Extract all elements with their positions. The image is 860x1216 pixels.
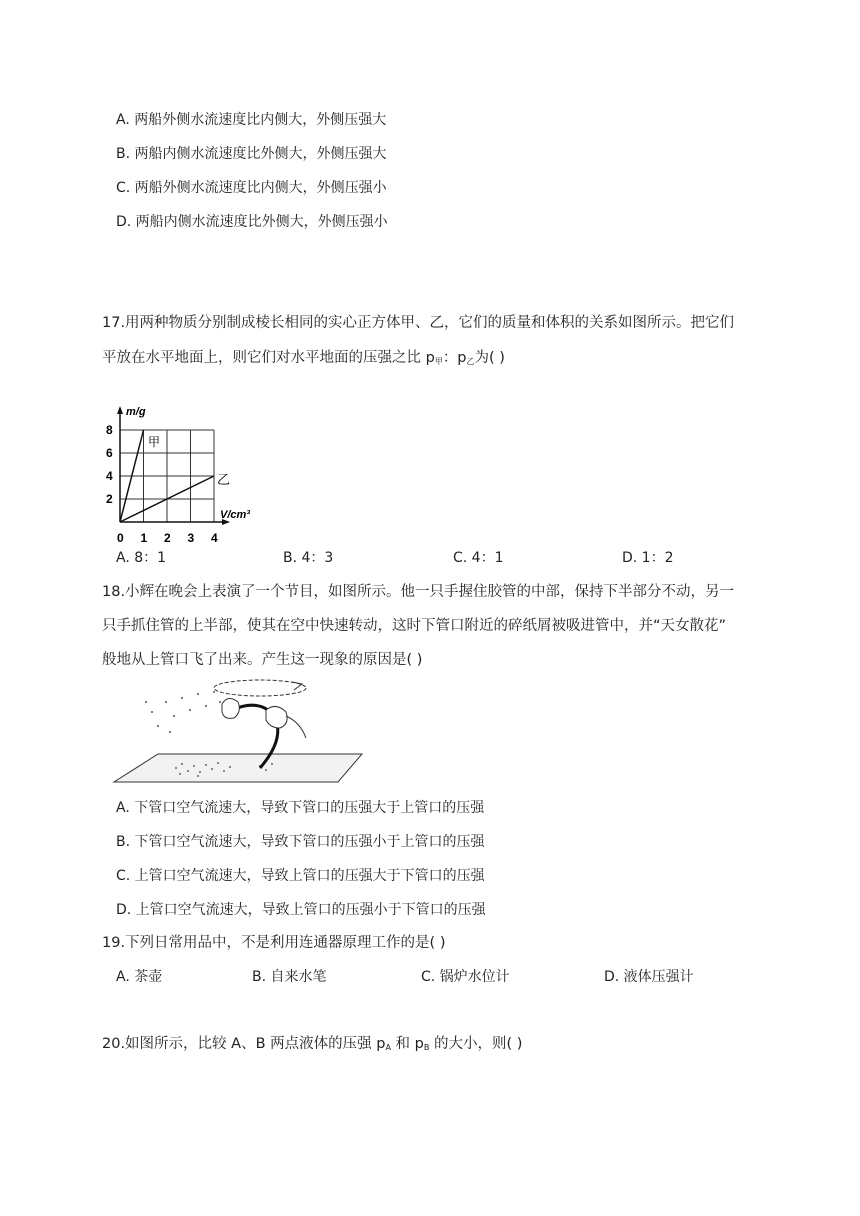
- chart-y-tick-label: 8: [106, 423, 113, 437]
- q19-option-a: A. 茶壶: [116, 969, 163, 985]
- q18-option-b: B. 下管口空气流速大，导致下管口的压强小于上管口的压强: [116, 834, 485, 850]
- chart-series-label-yi: 乙: [217, 472, 231, 487]
- chart-y-axis-label: m/g: [126, 406, 146, 418]
- chart-x-axis-label: V/cm³: [220, 509, 250, 521]
- q16-option-a: A. 两船外侧水流速度比内侧大，外侧压强大: [116, 112, 387, 128]
- q19-option-b: B. 自来水笔: [252, 969, 327, 985]
- rotating-tube-illustration: [110, 672, 370, 790]
- chart-grid: [120, 430, 214, 522]
- q17-stem-line2: 平放在水平地面上，则它们对水平地面的压强之比 $p_甲$：$p_乙$为( ): [102, 350, 505, 366]
- q17-option-b: B. 4：3: [283, 550, 334, 566]
- q16-option-c: C. 两船外侧水流速度比内侧大，外侧压强小: [116, 180, 387, 196]
- chart-ticks: [106, 423, 218, 545]
- q19-option-c: C. 锅炉水位计: [421, 969, 510, 985]
- q17-option-c: C. 4：1: [453, 550, 504, 566]
- chart-x-tick-label: 3: [187, 531, 195, 545]
- mass-volume-chart: [100, 400, 270, 546]
- q16-option-d: D. 两船内侧水流速度比外侧大，外侧压强小: [116, 214, 388, 230]
- q18-option-c: C. 上管口空气流速大，导致上管口的压强大于下管口的压强: [116, 868, 485, 884]
- q20-stem: 20.如图所示，比较 A、B 两点液体的压强 $p_A$ 和 $p_B$ 的大小，则( ): [102, 1036, 523, 1052]
- q18-option-a: A. 下管口空气流速大，导致下管口的压强大于上管口的压强: [116, 800, 485, 816]
- q17-option-a: A. 8：1: [116, 550, 167, 566]
- chart-series-label-jia: 甲: [148, 435, 161, 449]
- q19-stem: 19.下列日常用品中，不是利用连通器原理工作的是( ): [102, 935, 446, 951]
- q18-stem-line2: 只手抓住管的上半部，使其在空中快速转动，这时下管口附近的碎纸屑被吸进管中，并“天女散花”: [102, 618, 727, 634]
- q18-option-d: D. 上管口空气流速大，导致上管口的压强小于下管口的压强: [116, 902, 486, 918]
- chart-y-tick-label: 2: [106, 492, 113, 506]
- chart-x-tick-label: 4: [211, 531, 218, 545]
- q17-stem-line1: 17.用两种物质分别制成棱长相同的实心正方体甲、乙，它们的质量和体积的关系如图所示。把它们: [102, 315, 735, 331]
- q18-stem-line1: 18.小辉在晚会上表演了一个节目，如图所示。他一只手握住胶管的中部，保持下半部分不动，另一: [102, 584, 735, 600]
- chart-x-tick-label: 0: [117, 531, 124, 545]
- q16-option-b: B. 两船内侧水流速度比外侧大，外侧压强大: [116, 146, 387, 162]
- chart-y-axis-arrow: [117, 406, 123, 414]
- q19-option-d: D. 液体压强计: [604, 969, 694, 985]
- chart-y-tick-label: 4: [106, 469, 113, 483]
- q17-option-d: D. 1：2: [622, 550, 674, 566]
- chart-y-tick-label: 6: [106, 446, 113, 460]
- chart-x-tick-label: 1: [140, 531, 148, 545]
- q18-stem-line3: 般地从上管口飞了出来。产生这一现象的原因是( ): [102, 652, 423, 668]
- chart-x-tick-label: 2: [164, 531, 171, 545]
